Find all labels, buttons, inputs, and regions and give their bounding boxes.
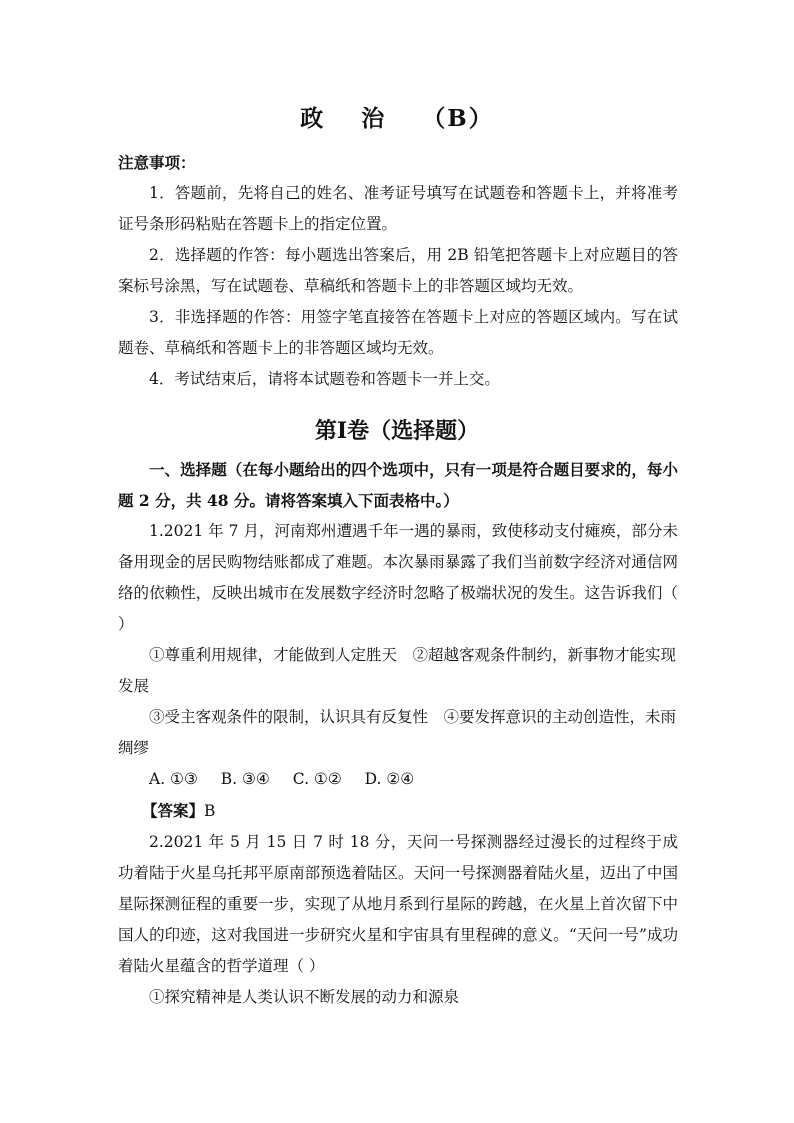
answer-value: B (204, 802, 216, 820)
note-item: 4．考试结束后，请将本试题卷和答题卡一并上交。 (149, 370, 500, 388)
answer-label: 【答案】 (142, 801, 205, 820)
question-options-line: ①探究精神是人类认识不断发展的动力和源泉 (149, 988, 460, 1006)
question-options-line: ③受主客观条件的限制，认识具有反复性 ④要发挥意识的主动创造性，未雨绸缪 (118, 708, 677, 757)
title-part-1: 政 (300, 105, 326, 132)
notes-list (118, 178, 678, 395)
choice-d: D. ②④ (364, 770, 415, 788)
notes-heading: 注意事项： (118, 153, 196, 172)
page-title (0, 100, 794, 133)
note-item: 2．选择题的作答：每小题选出答案后，用 2B 铅笔把答题卡上对应题目的答案标号涂黑，写在试题卷、草稿纸和答题卡上的非答题区域均无效。 (118, 246, 678, 295)
question-stem: 2.2021 年 5 月 15 日 7 时 18 分，天问一号探测器经过漫长的过程终于成功着陆于火星乌托邦平原南部预选着陆区。天问一号探测器着陆火星，迈出了中国星际探测征程的重要一步，实现了从地月系到行星际的跨越，在火星上首次留下中国人的印迹，这对我国进一步研究火星和宇宙具有里程碑的意义。“天问一号”成功着陆火星蕴含的哲学道理（ ） (118, 833, 678, 975)
question-2 (118, 827, 678, 1013)
title-part-3: （B） (422, 105, 494, 132)
choice-c: C. ①② (292, 770, 342, 788)
answer-line (118, 795, 678, 827)
choice-b: B. ③④ (220, 770, 270, 788)
question-options-line: ①尊重利用规律，才能做到人定胜天 ②超越客观条件制约，新事物才能实现发展 (118, 646, 677, 695)
section-instruction-block (118, 454, 678, 516)
question-1 (118, 516, 678, 827)
choice-a: A. ①③ (149, 770, 198, 788)
section-title: 第Ⅰ卷（选择题） (314, 418, 480, 444)
note-item: 1．答题前，先将自己的姓名、准考证号填写在试题卷和答题卡上，并将准考证号条形码粘贴在答题卡上的指定位置。 (118, 184, 678, 233)
answer-choices (118, 764, 678, 795)
title-part-2: 治 (361, 105, 387, 132)
note-item: 3．非选择题的作答：用签字笔直接答在答题卡上对应的答题区域内。写在试题卷、草稿纸和答题卡上的非答题区域均无效。 (118, 308, 678, 357)
section-instruction: 一、选择题（在每小题给出的四个选项中，只有一项是符合题目要求的，每小题 2 分，共 48 分。请将答案填入下面表格中。） (118, 460, 678, 510)
questions-block (118, 516, 678, 1013)
question-stem: 1.2021 年 7 月，河南郑州遭遇千年一遇的暴雨，致使移动支付瘫痪，部分未备用现金的居民购物结账都成了难题。本次暴雨暴露了我们当前数字经济对通信网络的依赖性，反映出城市在发展数字经济时忽略了极端状况的发生。这告诉我们（ ） (118, 522, 678, 633)
